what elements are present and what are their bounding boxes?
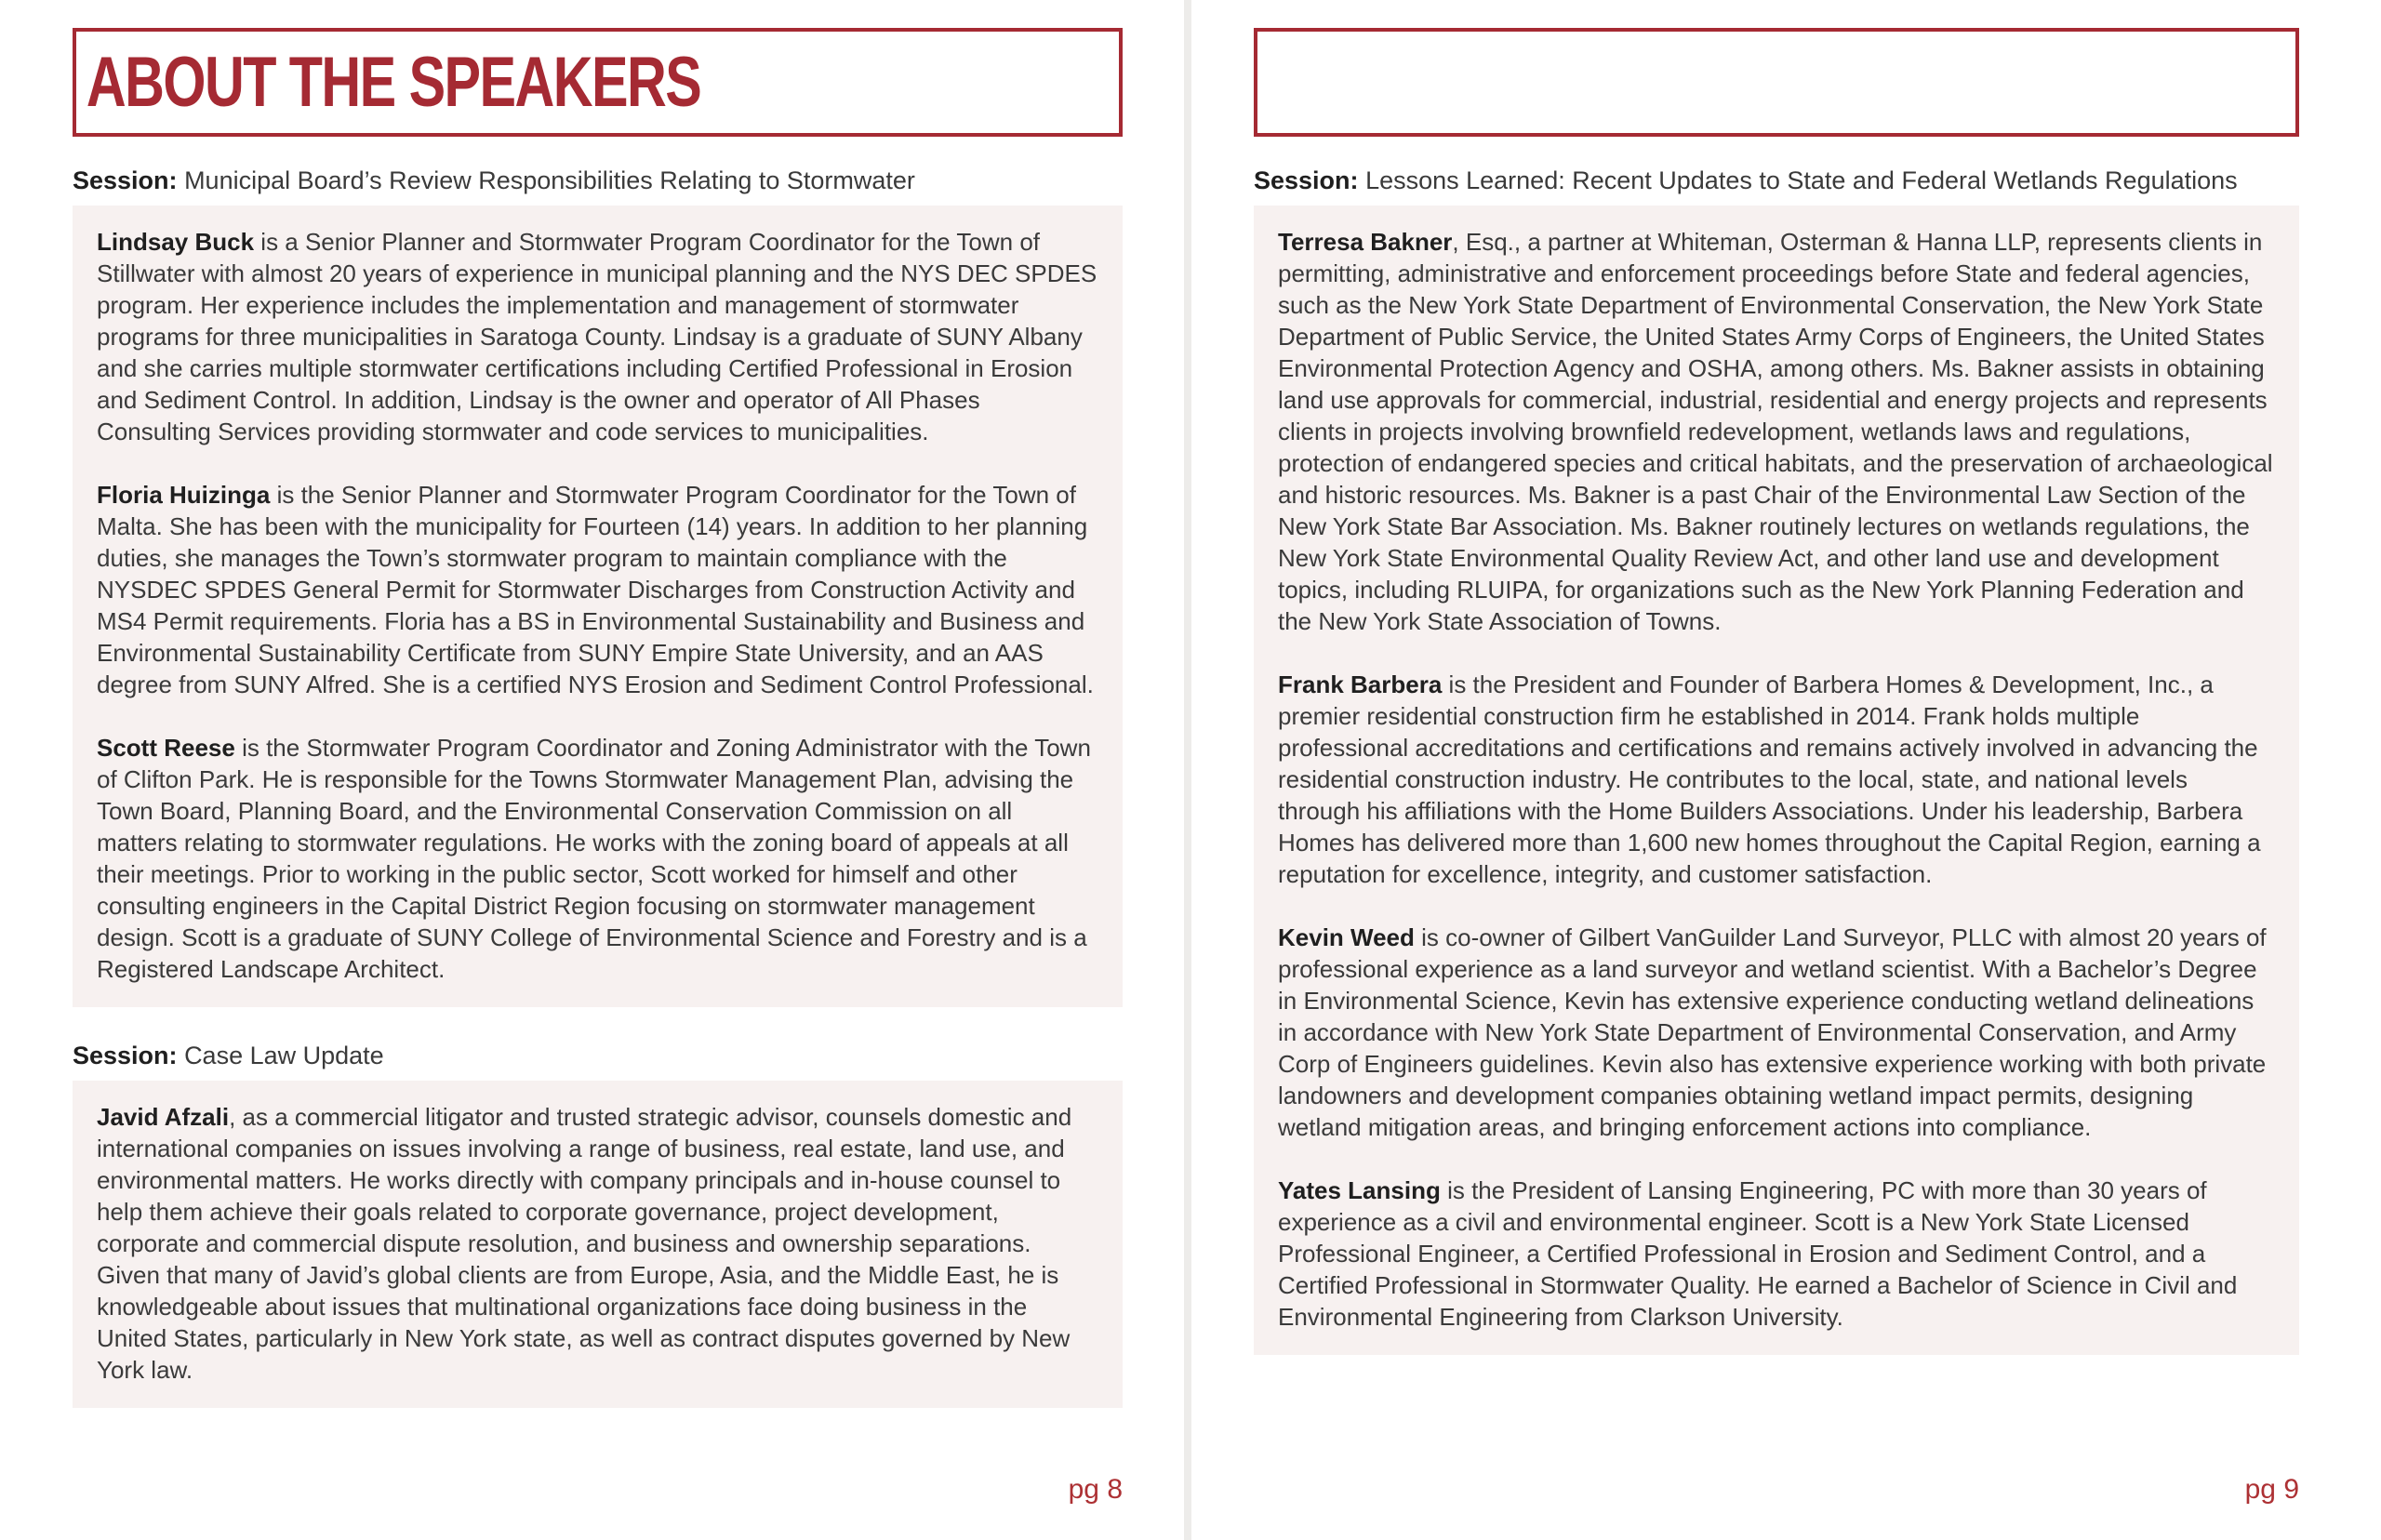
bio-paragraph-yates-lansing: [1278, 1175, 2275, 1333]
bio-text: , Esq., a partner at Whiteman, Osterman & Hanna LLP, represents clients in permitting, administrative and enforcement proceedings before State and federal agencies, such as the New York State Department of Environmental Conservation, the New York State Department of Public Service, the United States Army Corps of Engineers, the United States Environmental Protection Agency and OSHA, among others. Ms. Bakner assists in obtaining land use approvals for commercial, industrial, residential and energy projects and represents clients in projects involving brownfield redevelopment, wetlands laws and regulations, protection of endangered species and critical habitats, and the preservation of archaeological and historic resources. Ms. Bakner is a past Chair of the Environmental Law Section of the New York State Bar Association. Ms. Bakner routinely lectures on wetlands regulations, the New York State Environmental Quality Review Act, and other land use and development topics, including RLUIPA, for organizations such as the New York Planning Federation and the New York State Association of Towns.: [1278, 228, 2273, 635]
right-page: [1191, 0, 2381, 1540]
session-label: Session:: [73, 166, 178, 194]
left-page: [0, 0, 1184, 1540]
bio-text: is the President of Lansing Engineering, PC with more than 30 years of experience as a civil and environmental engineer. Scott is a New York State Licensed Professional Engineer, a Certified Professional in Erosion and Sediment Control, and a Certified Professional in Stormwater Quality. He earned a Bachelor of Science in Civil and Environmental Engineering from Clarkson University.: [1278, 1176, 2238, 1331]
bio-paragraph-lindsay-buck: [97, 226, 1098, 447]
center-page-divider: [1184, 0, 1191, 1540]
session-label: Session:: [73, 1042, 178, 1069]
session-line-stormwater: [73, 165, 1123, 196]
bio-text: , as a commercial litigator and trusted strategic advisor, counsels domestic and international companies on issues involving a range of business, real estate, land use, and environmental matters. He works directly with company principals and in-house counsel to help them achieve their goals related to corporate governance, project development, corporate and commercial dispute resolution, and business and ownership separations. Given that many of Javid’s global clients are from Europe, Asia, and the Middle East, he is knowledgeable about issues that multinational organizations face doing business in the United States, particularly in New York state, as well as contract disputes governed by New York law.: [97, 1103, 1072, 1384]
page-title: ABOUT THE SPEAKERS: [86, 43, 701, 122]
speaker-name: Javid Afzali: [97, 1103, 230, 1131]
bio-box-stormwater: [73, 206, 1123, 1007]
bio-text: is the Senior Planner and Stormwater Program Coordinator for the Town of Malta. She has been with the municipality for Fourteen (14) years. In addition to her planning duties, she manages the Town’s stormwater program to maintain compliance with the NYSDEC SPDES General Permit for Stormwater Discharges from Construction Activity and MS4 Permit requirements. Floria has a BS in Environmental Sustainability and Business and Environmental Sustainability Certificate from SUNY Empire State University, and an AAS degree from SUNY Alfred. She is a certified NYS Erosion and Sediment Control Professional.: [97, 481, 1094, 698]
empty-title-box: [1254, 28, 2299, 137]
page-number-right: pg 9: [2244, 1474, 2299, 1505]
speaker-name: Scott Reese: [97, 734, 235, 762]
bio-text: is a Senior Planner and Stormwater Program Coordinator for the Town of Stillwater with almost 20 years of experience in municipal planning and the NYS DEC SPDES program. Her experience includes the implementation and management of stormwater programs for three municipalities in Saratoga County. Lindsay is a graduate of SUNY Albany and she carries multiple stormwater certifications including Certified Professional in Erosion and Sediment Control. In addition, Lindsay is the owner and operator of All Phases Consulting Services providing stormwater and code services to municipalities.: [97, 228, 1097, 445]
bio-paragraph-kevin-weed: [1278, 922, 2275, 1143]
bio-paragraph-frank-barbera: [1278, 669, 2275, 890]
speaker-name: Terresa Bakner: [1278, 228, 1453, 256]
session-title: Municipal Board’s Review Responsibilities Relating to Stormwater: [184, 166, 915, 194]
session-line-case-law: [73, 1040, 1123, 1071]
session-title: Lessons Learned: Recent Updates to State and Federal Wetlands Regulations: [1365, 166, 2238, 194]
bio-paragraph-floria-huizinga: [97, 479, 1098, 700]
speaker-name: Yates Lansing: [1278, 1176, 1441, 1204]
bio-paragraph-javid-afzali: [97, 1101, 1098, 1386]
session-line-wetlands: [1254, 165, 2299, 196]
page-number-left: pg 8: [1068, 1474, 1123, 1505]
session-label: Session:: [1254, 166, 1359, 194]
speaker-name: Lindsay Buck: [97, 228, 255, 256]
bio-paragraph-scott-reese: [97, 732, 1098, 985]
speaker-name: Frank Barbera: [1278, 670, 1443, 698]
bio-box-case-law: [73, 1081, 1123, 1408]
speaker-name: Floria Huizinga: [97, 481, 271, 509]
bio-text: is co-owner of Gilbert VanGuilder Land Surveyor, PLLC with almost 20 years of professional experience as a land surveyor and wetland scientist. With a Bachelor’s Degree in Environmental Science, Kevin has extensive experience conducting wetland delineations in accordance with New York State Department of Environmental Conservation, and Army Corp of Engineers guidelines. Kevin also has extensive experience working with both private landowners and development companies obtaining wetland impact permits, designing wetland mitigation areas, and bringing enforcement actions into compliance.: [1278, 923, 2267, 1141]
bio-text: is the Stormwater Program Coordinator and Zoning Administrator with the Town of Clifton Park. He is responsible for the Towns Stormwater Management Plan, advising the Town Board, Planning Board, and the Environmental Conservation Commission on all matters relating to stormwater regulations. He works with the zoning board of appeals at all their meetings. Prior to working in the public sector, Scott worked for himself and other consulting engineers in the Capital District Region focusing on stormwater management design. Scott is a graduate of SUNY College of Environmental Science and Forestry and is a Registered Landscape Architect.: [97, 734, 1091, 983]
bio-paragraph-terresa-bakner: [1278, 226, 2275, 637]
bio-text: is the President and Founder of Barbera Homes & Development, Inc., a premier residential construction firm he established in 2014. Frank holds multiple professional accreditations and certifications and remains actively involved in advancing the residential construction industry. He contributes to the local, state, and national levels through his affiliations with the Home Builders Associations. Under his leadership, Barbera Homes has delivered more than 1,600 new homes throughout the Capital Region, earning a reputation for excellence, integrity, and customer satisfaction.: [1278, 670, 2261, 888]
bio-box-wetlands: [1254, 206, 2299, 1355]
speaker-name: Kevin Weed: [1278, 923, 1415, 951]
about-speakers-title-box: [73, 28, 1123, 137]
session-title: Case Law Update: [184, 1042, 384, 1069]
